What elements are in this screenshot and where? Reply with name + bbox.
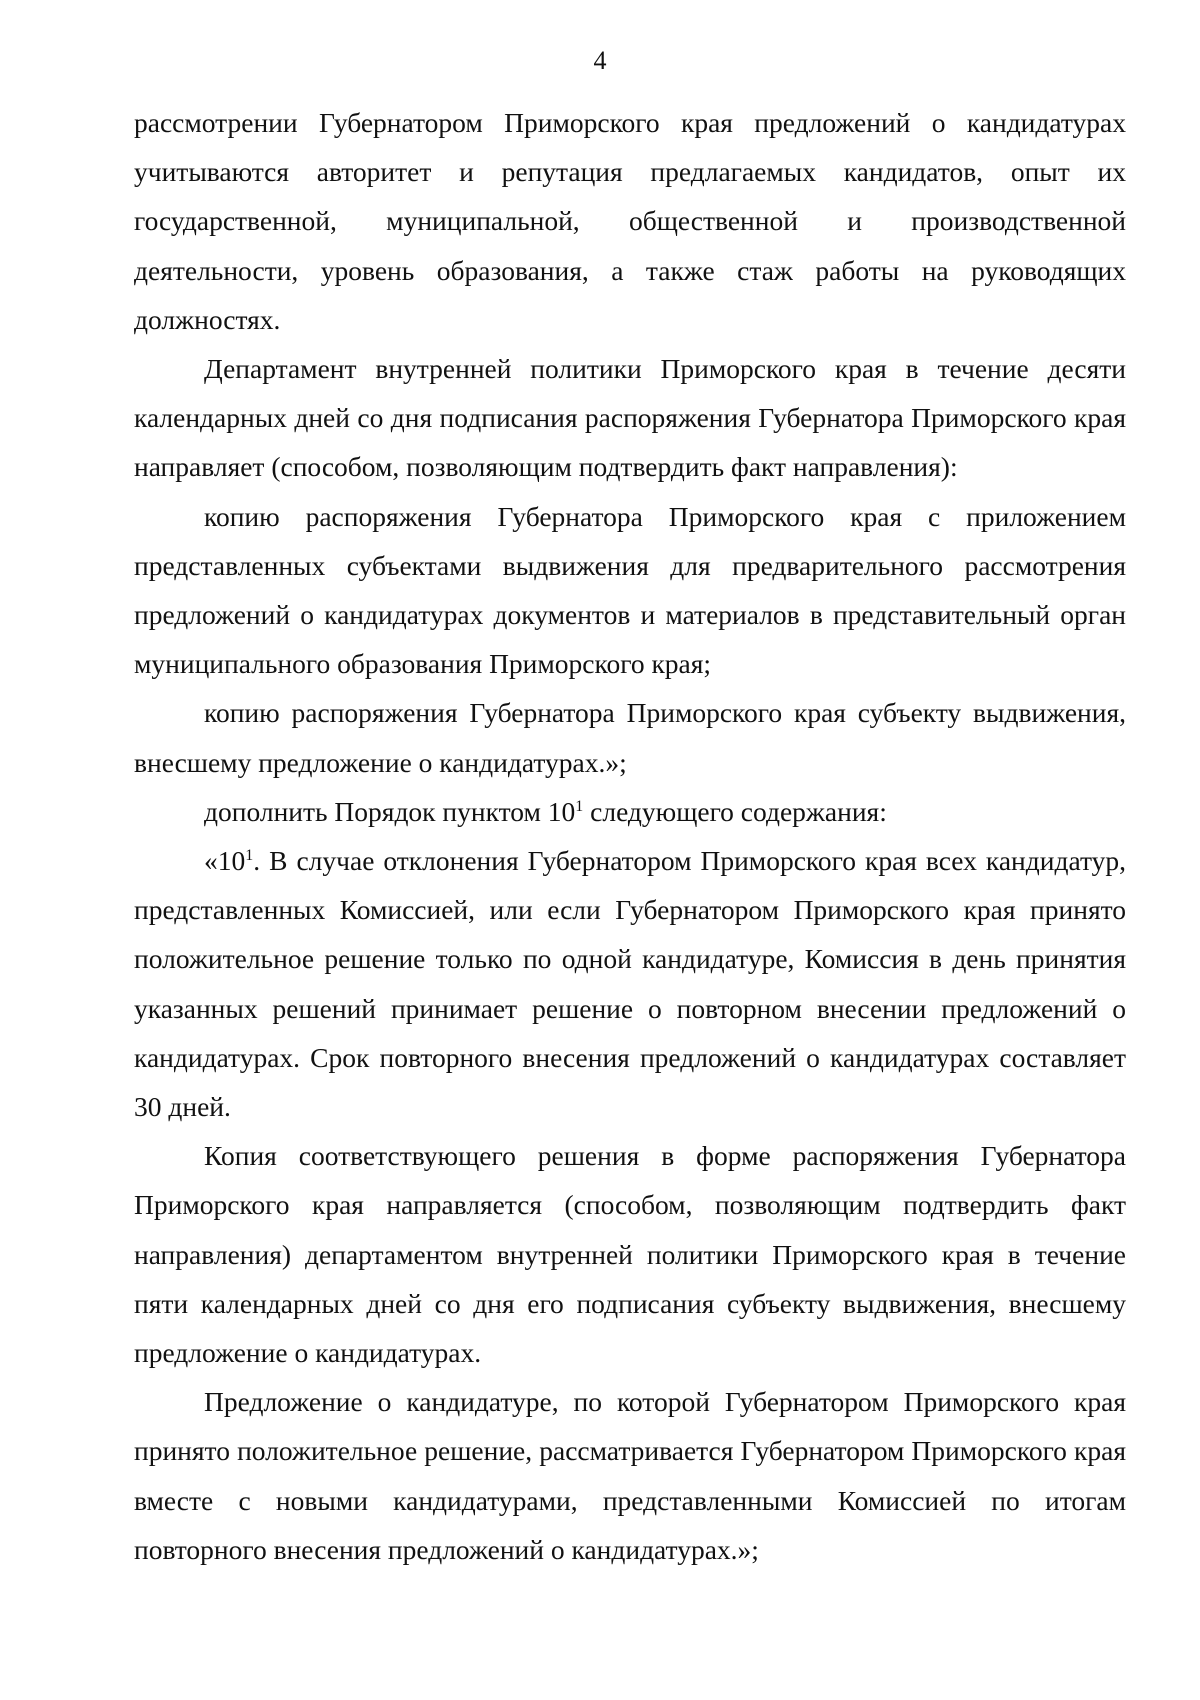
paragraph-clause-10-1-after: . В случае отклонения Губернатором Приморского края всех кандидатур, представленных Комиссией, или если Губернатором Приморского края принято положительное решение только по одной кандидатуре, Комиссия в день принятия указанных решений принимает решение о повторном внесении предложений о кандидатурах. Срок повторного внесения предложений о кандидатурах составляет 30 дней. — [134, 845, 1126, 1123]
paragraph-add-clause-before: дополнить Порядок пунктом 10 — [204, 795, 576, 827]
paragraph-add-clause-sup: 1 — [575, 797, 584, 815]
paragraph-copy-to-municipal-body: копию распоряжения Губернатора Приморского края с приложением представленных субъектами выдвижения для предварительного рассмотрения предложений о кандидатурах документов и материалов в представительный орган муниципального образования Приморского края; — [134, 500, 1126, 680]
paragraph-clause-10-1 — [134, 836, 1126, 1131]
paragraph-clause-10-1-sup: 1 — [245, 846, 254, 864]
paragraph-add-clause — [134, 787, 1126, 836]
document-body — [134, 98, 1126, 1574]
paragraph-candidate-proposal: Предложение о кандидатуре, по которой Губернатором Приморского края принято положительное решение, рассматривается Губернатором Приморского края вместе с новыми кандидатурами, представленными Комиссией по итогам повторного внесения предложений о кандидатурах.»; — [134, 1386, 1126, 1565]
paragraph-clause-10-1-before: «10 — [204, 845, 246, 877]
paragraph-copy-to-nominating-subject: копию распоряжения Губернатора Приморского края субъекту выдвижения, внесшему предложение о кандидатурах.»; — [134, 697, 1126, 778]
paragraph-department-sends: Департамент внутренней политики Приморского края в течение десяти календарных дней со дня подписания распоряжения Губернатора Приморского края направляет (способом, позволяющим подтвердить факт направления): — [134, 353, 1126, 483]
paragraph-add-clause-after: следующего содержания: — [583, 795, 887, 827]
paragraph-decision-copy: Копия соответствующего решения в форме распоряжения Губернатора Приморского края направляется (способом, позволяющим подтвердить факт направления) департаментом внутренней политики Приморского края в течение пяти календарных дней со дня его подписания субъекту выдвижения, внесшему предложение о кандидатурах. — [134, 1140, 1126, 1369]
paragraph-continuation: рассмотрении Губернатором Приморского края предложений о кандидатурах учитываются авторитет и репутация предлагаемых кандидатов, опыт их государственной, муниципальной, общественной и производственной деятельности, уровень образования, а также стаж работы на руководящих должностях. — [134, 107, 1126, 335]
page-number: 4 — [593, 46, 607, 75]
